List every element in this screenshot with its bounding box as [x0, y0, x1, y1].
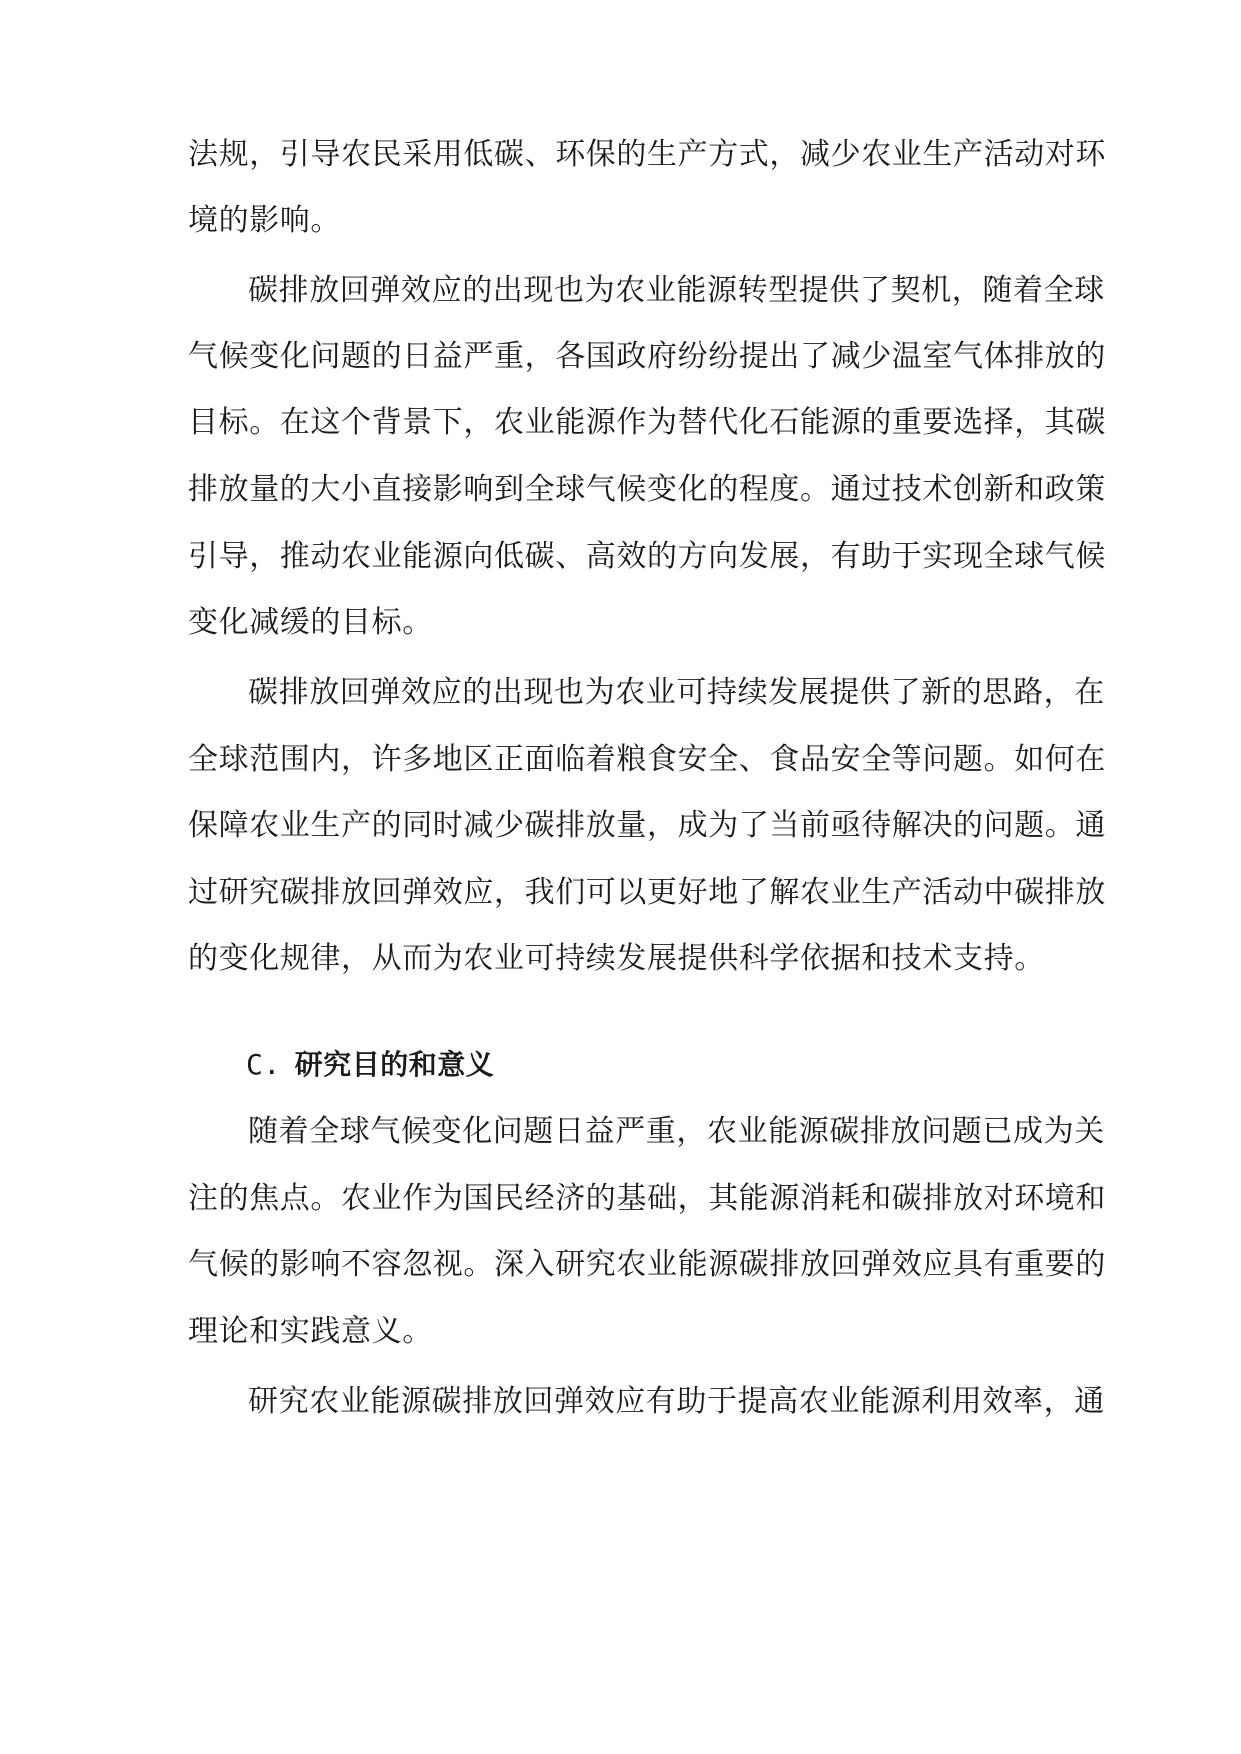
text-line: 目标。在这个背景下，农业能源作为替代化石能源的重要选择，其碳 [188, 405, 1106, 440]
text-line: 注的焦点。农业作为国民经济的基础，其能源消耗和碳排放对环境和 [188, 1181, 1106, 1216]
text-line: 碳排放回弹效应的出现也为农业可持续发展提供了新的思路，在 [248, 675, 1105, 710]
text-line: 排放量的大小直接影响到全球气候变化的程度。通过技术创新和政策 [188, 472, 1106, 507]
text-line: 研究农业能源碳排放回弹效应有助于提高农业能源利用效率，通 [248, 1384, 1105, 1419]
section-heading-label: C. [246, 1048, 281, 1081]
text-line: 保障农业生产的同时减少碳排放量，成为了当前亟待解决的问题。通 [188, 808, 1106, 843]
text-line: 随着全球气候变化问题日益严重，农业能源碳排放问题已成为关 [248, 1114, 1105, 1149]
text-line: 过研究碳排放回弹效应，我们可以更好地了解农业生产活动中碳排放 [188, 875, 1106, 910]
text-line: 全球范围内，许多地区正面临着粮食安全、食品安全等问题。如何在 [188, 742, 1106, 777]
text-line: 引导，推动农业能源向低碳、高效的方向发展，有助于实现全球气候 [188, 539, 1106, 574]
section-heading-title: 研究目的和意义 [294, 1048, 495, 1081]
text-line: 的变化规律，从而为农业可持续发展提供科学依据和技术支持。 [188, 941, 1045, 976]
text-line: 理论和实践意义。 [188, 1314, 433, 1349]
text-line: 气候的影响不容忽视。深入研究农业能源碳排放回弹效应具有重要的 [188, 1247, 1106, 1282]
text-line: 气候变化问题的日益严重，各国政府纷纷提出了减少温室气体排放的 [188, 339, 1106, 374]
text-line: 法规，引导农民采用低碳、环保的生产方式，减少农业生产活动对环 [188, 137, 1106, 172]
section-heading [246, 1045, 494, 1085]
text-line: 碳排放回弹效应的出现也为农业能源转型提供了契机，随着全球 [248, 273, 1105, 308]
text-line: 境的影响。 [188, 203, 341, 238]
text-line: 变化减缓的目标。 [188, 605, 433, 640]
